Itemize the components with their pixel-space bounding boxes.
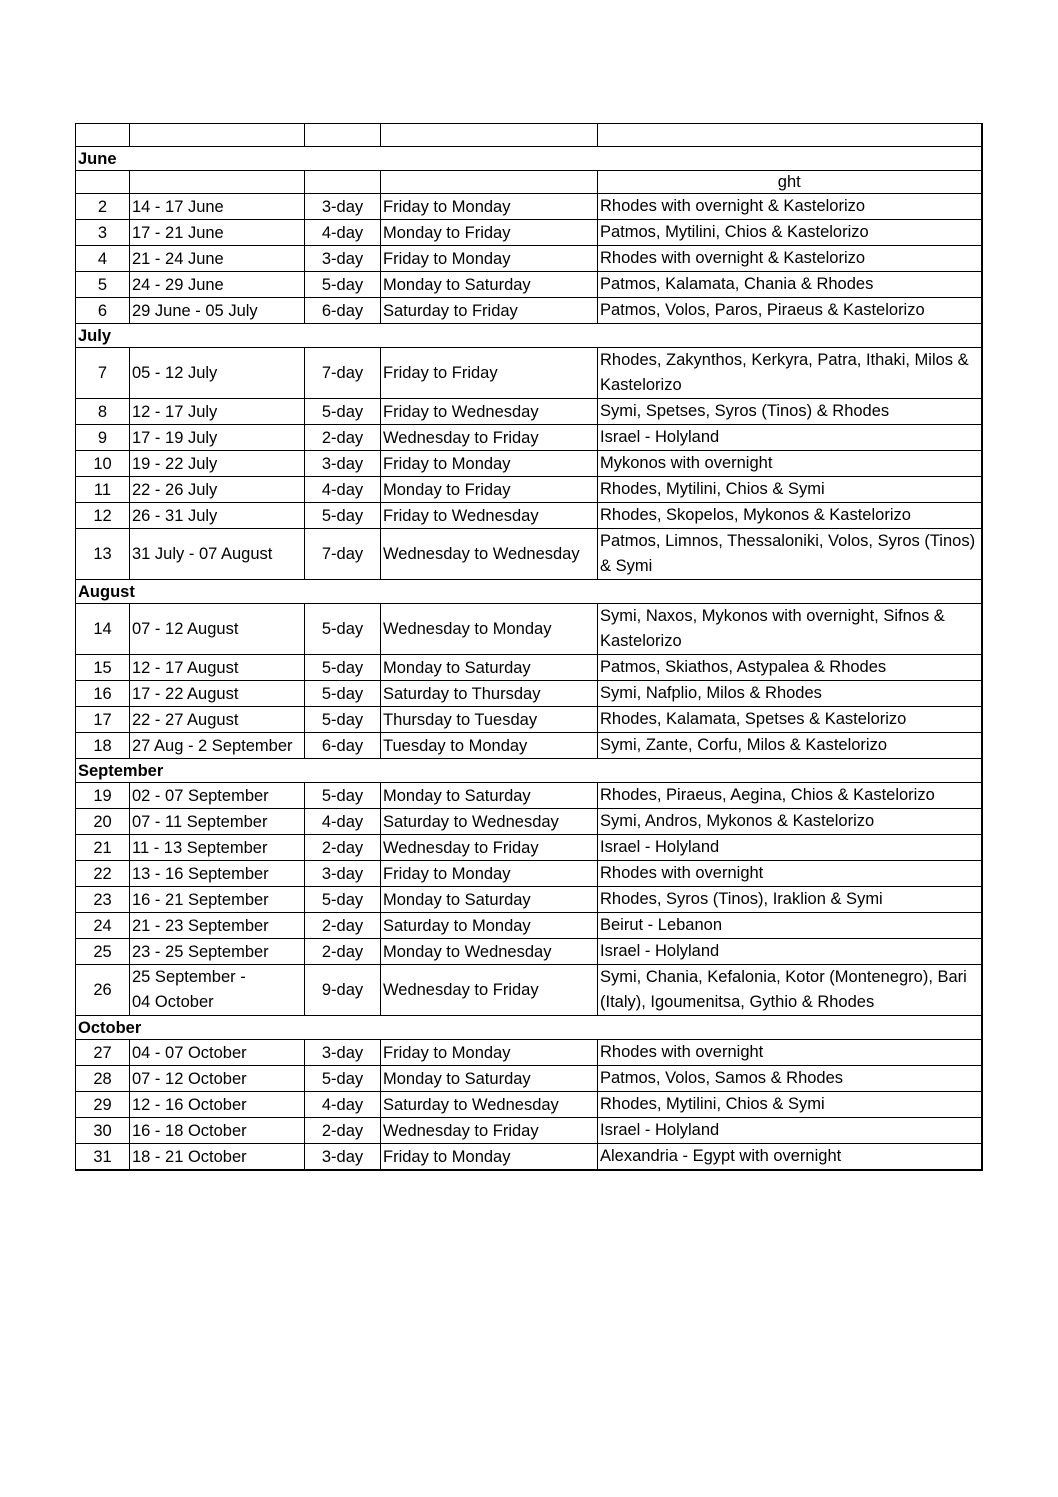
cruise-ports: Rhodes with overnight & Kastelorizo xyxy=(598,194,982,220)
cruise-dates: 22 - 27 August xyxy=(130,707,305,733)
cruise-days: Saturday to Thursday xyxy=(381,681,598,707)
cruise-length: 5-day xyxy=(305,681,381,707)
table-row xyxy=(76,1040,982,1066)
cruise-ports: Rhodes, Piraeus, Aegina, Chios & Kastelorizo xyxy=(598,783,982,809)
table-row xyxy=(76,939,982,965)
table-row xyxy=(76,477,982,503)
cruise-ports: Rhodes, Mytilini, Chios & Symi xyxy=(598,477,982,503)
cruise-length: 3-day xyxy=(305,1144,381,1171)
cruise-dates: 22 - 26 July xyxy=(130,477,305,503)
cruise-ports: Rhodes, Zakynthos, Kerkyra, Patra, Ithaki, Milos & Kastelorizo xyxy=(598,348,982,399)
cruise-length: 5-day xyxy=(305,783,381,809)
cruise-dates: 23 - 25 September xyxy=(130,939,305,965)
cruise-ports: Symi, Chania, Kefalonia, Kotor (Montenegro), Bari (Italy), Igoumenitsa, Gythio & Rhodes xyxy=(598,965,982,1016)
cruise-ports: Patmos, Volos, Samos & Rhodes xyxy=(598,1066,982,1092)
table-row xyxy=(76,529,982,580)
cruise-dates: 11 - 13 September xyxy=(130,835,305,861)
cruise-days: Monday to Friday xyxy=(381,220,598,246)
cruise-days: Monday to Saturday xyxy=(381,783,598,809)
cruise-length: 6-day xyxy=(305,298,381,324)
month-heading: June xyxy=(76,147,982,171)
table-row xyxy=(76,451,982,477)
cruise-length: 5-day xyxy=(305,1066,381,1092)
cruise-ports: Symi, Nafplio, Milos & Rhodes xyxy=(598,681,982,707)
cruise-number: 14 xyxy=(76,604,130,655)
cruise-length: 5-day xyxy=(305,887,381,913)
table-row xyxy=(76,246,982,272)
cruise-dates: 07 - 12 August xyxy=(130,604,305,655)
cruise-dates: 02 - 07 September xyxy=(130,783,305,809)
cruise-dates: 29 June - 05 July xyxy=(130,298,305,324)
cruise-number: 5 xyxy=(76,272,130,298)
cruise-dates: 07 - 12 October xyxy=(130,1066,305,1092)
cruise-number: 11 xyxy=(76,477,130,503)
cruise-length: 4-day xyxy=(305,1092,381,1118)
cruise-days: Monday to Saturday xyxy=(381,1066,598,1092)
cruise-length: 4-day xyxy=(305,220,381,246)
cruise-days: Wednesday to Friday xyxy=(381,1118,598,1144)
cruise-days: Friday to Monday xyxy=(381,194,598,220)
cruise-number: 19 xyxy=(76,783,130,809)
cruise-length: 5-day xyxy=(305,503,381,529)
header-cell xyxy=(381,124,598,147)
cruise-length: 3-day xyxy=(305,1040,381,1066)
cruise-days: Friday to Monday xyxy=(381,246,598,272)
cruise-days: Wednesday to Friday xyxy=(381,965,598,1016)
cruise-days: Friday to Monday xyxy=(381,861,598,887)
table-row xyxy=(76,194,982,220)
cruise-number: 21 xyxy=(76,835,130,861)
sub-header-row xyxy=(76,171,982,194)
cruise-ports: Patmos, Skiathos, Astypalea & Rhodes xyxy=(598,655,982,681)
sub-header-cell: ght xyxy=(598,171,982,194)
cruise-dates: 24 - 29 June xyxy=(130,272,305,298)
cruise-length: 3-day xyxy=(305,246,381,272)
cruise-dates: 12 - 16 October xyxy=(130,1092,305,1118)
cruise-length: 5-day xyxy=(305,399,381,425)
cruise-dates: 27 Aug - 2 September xyxy=(130,733,305,759)
table-row xyxy=(76,399,982,425)
table-row xyxy=(76,783,982,809)
cruise-ports: Rhodes, Syros (Tinos), Iraklion & Symi xyxy=(598,887,982,913)
cruise-days: Saturday to Wednesday xyxy=(381,809,598,835)
cruise-length: 3-day xyxy=(305,861,381,887)
cruise-dates: 17 - 22 August xyxy=(130,681,305,707)
cruise-dates: 14 - 17 June xyxy=(130,194,305,220)
cruise-dates: 12 - 17 July xyxy=(130,399,305,425)
table-row xyxy=(76,1066,982,1092)
table-row xyxy=(76,809,982,835)
cruise-number: 2 xyxy=(76,194,130,220)
cruise-days: Thursday to Tuesday xyxy=(381,707,598,733)
cruise-dates: 16 - 18 October xyxy=(130,1118,305,1144)
cruise-number: 30 xyxy=(76,1118,130,1144)
cruise-ports: Israel - Holyland xyxy=(598,1118,982,1144)
cruise-length: 3-day xyxy=(305,194,381,220)
table-row xyxy=(76,887,982,913)
cruise-number: 16 xyxy=(76,681,130,707)
table-row xyxy=(76,681,982,707)
cruise-ports: Israel - Holyland xyxy=(598,939,982,965)
cruise-days: Friday to Friday xyxy=(381,348,598,399)
cruise-number: 9 xyxy=(76,425,130,451)
cruise-number: 27 xyxy=(76,1040,130,1066)
cruise-dates: 17 - 19 July xyxy=(130,425,305,451)
cruise-number: 23 xyxy=(76,887,130,913)
cruise-number: 28 xyxy=(76,1066,130,1092)
cruise-number: 18 xyxy=(76,733,130,759)
cruise-length: 5-day xyxy=(305,655,381,681)
cruise-number: 8 xyxy=(76,399,130,425)
cruise-ports: Symi, Zante, Corfu, Milos & Kastelorizo xyxy=(598,733,982,759)
cruise-dates: 21 - 24 June xyxy=(130,246,305,272)
cruise-ports: Patmos, Limnos, Thessaloniki, Volos, Syros (Tinos) & Symi xyxy=(598,529,982,580)
cruise-days: Wednesday to Wednesday xyxy=(381,529,598,580)
table-row xyxy=(76,913,982,939)
cruise-dates: 13 - 16 September xyxy=(130,861,305,887)
cruise-ports: Patmos, Kalamata, Chania & Rhodes xyxy=(598,272,982,298)
cruise-length: 5-day xyxy=(305,707,381,733)
cruise-ports: Symi, Andros, Mykonos & Kastelorizo xyxy=(598,809,982,835)
cruise-number: 25 xyxy=(76,939,130,965)
cruise-number: 12 xyxy=(76,503,130,529)
cruise-dates: 19 - 22 July xyxy=(130,451,305,477)
cruise-length: 7-day xyxy=(305,348,381,399)
cruise-days: Monday to Saturday xyxy=(381,655,598,681)
cruise-days: Wednesday to Monday xyxy=(381,604,598,655)
cruise-days: Friday to Monday xyxy=(381,1144,598,1171)
cruise-length: 2-day xyxy=(305,1118,381,1144)
cruise-ports: Patmos, Volos, Paros, Piraeus & Kastelorizo xyxy=(598,298,982,324)
month-heading: October xyxy=(76,1016,982,1040)
cruise-length: 2-day xyxy=(305,835,381,861)
table-row xyxy=(76,861,982,887)
cruise-ports: Mykonos with overnight xyxy=(598,451,982,477)
cruise-number: 26 xyxy=(76,965,130,1016)
cruise-days: Saturday to Wednesday xyxy=(381,1092,598,1118)
cruise-number: 31 xyxy=(76,1144,130,1171)
cruise-days: Friday to Wednesday xyxy=(381,503,598,529)
cruise-number: 20 xyxy=(76,809,130,835)
cruise-days: Monday to Saturday xyxy=(381,272,598,298)
month-heading: August xyxy=(76,580,982,604)
cruise-number: 15 xyxy=(76,655,130,681)
cruise-days: Friday to Wednesday xyxy=(381,399,598,425)
cruise-length: 4-day xyxy=(305,809,381,835)
cruise-number: 22 xyxy=(76,861,130,887)
cruise-ports: Patmos, Mytilini, Chios & Kastelorizo xyxy=(598,220,982,246)
table-row xyxy=(76,1118,982,1144)
cruise-length: 4-day xyxy=(305,477,381,503)
month-row xyxy=(76,759,982,783)
cruise-length: 9-day xyxy=(305,965,381,1016)
cruise-number: 24 xyxy=(76,913,130,939)
cruise-length: 5-day xyxy=(305,604,381,655)
month-row xyxy=(76,324,982,348)
table-row xyxy=(76,425,982,451)
blank-header-row xyxy=(76,124,982,147)
month-heading: July xyxy=(76,324,982,348)
cruise-ports: Symi, Naxos, Mykonos with overnight, Sifnos & Kastelorizo xyxy=(598,604,982,655)
header-cell xyxy=(130,124,305,147)
table-row xyxy=(76,503,982,529)
cruise-number: 29 xyxy=(76,1092,130,1118)
cruise-ports: Beirut - Lebanon xyxy=(598,913,982,939)
cruise-days: Friday to Monday xyxy=(381,451,598,477)
cruise-dates: 04 - 07 October xyxy=(130,1040,305,1066)
table-row xyxy=(76,655,982,681)
header-cell xyxy=(598,124,982,147)
cruise-ports: Rhodes, Mytilini, Chios & Symi xyxy=(598,1092,982,1118)
sub-header-cell xyxy=(305,171,381,194)
cruise-length: 5-day xyxy=(305,272,381,298)
table-row xyxy=(76,707,982,733)
sub-header-cell xyxy=(130,171,305,194)
sub-header-cell xyxy=(76,171,130,194)
cruise-number: 7 xyxy=(76,348,130,399)
table-row xyxy=(76,348,982,399)
cruise-ports: Israel - Holyland xyxy=(598,425,982,451)
cruise-days: Wednesday to Friday xyxy=(381,835,598,861)
cruise-dates: 26 - 31 July xyxy=(130,503,305,529)
cruise-number: 17 xyxy=(76,707,130,733)
cruise-length: 6-day xyxy=(305,733,381,759)
cruise-ports: Israel - Holyland xyxy=(598,835,982,861)
cruise-days: Monday to Wednesday xyxy=(381,939,598,965)
sub-header-cell xyxy=(381,171,598,194)
cruise-dates: 17 - 21 June xyxy=(130,220,305,246)
cruise-dates: 18 - 21 October xyxy=(130,1144,305,1171)
table-row xyxy=(76,965,982,1016)
cruise-ports: Symi, Spetses, Syros (Tinos) & Rhodes xyxy=(598,399,982,425)
month-heading: September xyxy=(76,759,982,783)
table-row xyxy=(76,835,982,861)
cruise-dates: 05 - 12 July xyxy=(130,348,305,399)
cruise-number: 10 xyxy=(76,451,130,477)
table-row xyxy=(76,272,982,298)
month-row xyxy=(76,580,982,604)
cruise-days: Tuesday to Monday xyxy=(381,733,598,759)
cruise-length: 3-day xyxy=(305,451,381,477)
table-row xyxy=(76,220,982,246)
cruise-length: 2-day xyxy=(305,425,381,451)
schedule-body xyxy=(76,124,982,1171)
cruise-ports: Alexandria - Egypt with overnight xyxy=(598,1144,982,1171)
table-row xyxy=(76,733,982,759)
table-row xyxy=(76,1144,982,1171)
cruise-ports: Rhodes with overnight xyxy=(598,861,982,887)
cruise-ports: Rhodes with overnight xyxy=(598,1040,982,1066)
cruise-number: 6 xyxy=(76,298,130,324)
table-row xyxy=(76,1092,982,1118)
table-row xyxy=(76,604,982,655)
cruise-days: Friday to Monday xyxy=(381,1040,598,1066)
cruise-dates: 07 - 11 September xyxy=(130,809,305,835)
cruise-ports: Rhodes, Skopelos, Mykonos & Kastelorizo xyxy=(598,503,982,529)
month-row xyxy=(76,147,982,171)
header-cell xyxy=(76,124,130,147)
cruise-ports: Rhodes, Kalamata, Spetses & Kastelorizo xyxy=(598,707,982,733)
cruise-dates: 12 - 17 August xyxy=(130,655,305,681)
cruise-days: Monday to Saturday xyxy=(381,887,598,913)
cruise-ports: Rhodes with overnight & Kastelorizo xyxy=(598,246,982,272)
cruise-days: Wednesday to Friday xyxy=(381,425,598,451)
cruise-length: 2-day xyxy=(305,913,381,939)
cruise-schedule-table xyxy=(75,123,983,1171)
cruise-number: 3 xyxy=(76,220,130,246)
cruise-days: Monday to Friday xyxy=(381,477,598,503)
cruise-dates: 21 - 23 September xyxy=(130,913,305,939)
cruise-dates: 16 - 21 September xyxy=(130,887,305,913)
cruise-number: 13 xyxy=(76,529,130,580)
month-row xyxy=(76,1016,982,1040)
cruise-days: Saturday to Monday xyxy=(381,913,598,939)
cruise-dates: 25 September - 04 October xyxy=(130,965,305,1016)
cruise-dates: 31 July - 07 August xyxy=(130,529,305,580)
table-row xyxy=(76,298,982,324)
cruise-number: 4 xyxy=(76,246,130,272)
cruise-days: Saturday to Friday xyxy=(381,298,598,324)
header-cell xyxy=(305,124,381,147)
cruise-length: 7-day xyxy=(305,529,381,580)
cruise-length: 2-day xyxy=(305,939,381,965)
